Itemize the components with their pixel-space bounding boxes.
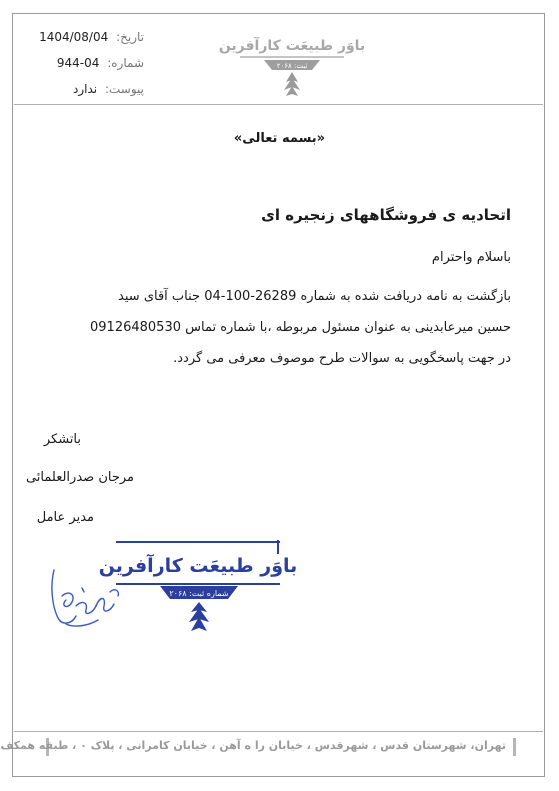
body-line: بازگشت به نامه دریافت شده به شماره 26289-100-04 جناب آقای سید [118, 289, 511, 304]
logo-text: باوَر طبیعَت کارآفرین [218, 38, 366, 54]
footer-bar-right [513, 738, 516, 756]
number-row [57, 56, 144, 70]
bismillah: «بسمه تعالی» [233, 131, 326, 146]
body-line: حسین میرعابدینی به عنوان مسئول مربوطه ،با شماره تماس 09126480530 [90, 320, 511, 335]
stamp-text: باوَر طبیعَت کارآفرین [98, 555, 298, 577]
logo-reg: ثبت: ۲۰۶۸ [276, 62, 308, 70]
date-value: 1404/08/04 [39, 30, 109, 44]
greeting: باسلام واحترام [431, 250, 511, 265]
signer-name: مرجان صدرالعلمائی [25, 470, 134, 485]
letter-page [12, 13, 545, 777]
attachment-row [73, 82, 144, 96]
footer [0, 738, 516, 756]
body-line: در جهت پاسخگویی به سوالات طرح موصوف معرفی می گردد. [173, 351, 511, 366]
number-label: شماره: [107, 56, 144, 70]
header-divider [14, 104, 543, 105]
company-logo [218, 30, 366, 100]
date-label: تاریخ: [116, 30, 144, 44]
recipient: اتحادیه ی فروشگاههای زنجیره ای [261, 206, 511, 224]
attachment-label: پیوست: [104, 82, 144, 96]
footer-address: تهران، شهرستان قدس ، شهرقدس ، خیابان را ه آهن ، خیابان کامرانی ، پلاک ۰ ، طبقه همکف [0, 739, 506, 752]
handwritten-signature [48, 566, 126, 636]
attachment-value: ندارد [73, 82, 98, 96]
footer-divider [14, 731, 543, 732]
number-value: 944-04 [56, 56, 100, 70]
signer-title: مدیر عامل [36, 510, 94, 525]
stamp-reg: شماره ثبت: ۲۰۶۸ [169, 589, 229, 598]
date-row [39, 30, 144, 44]
closing: باتشکر [43, 432, 81, 447]
